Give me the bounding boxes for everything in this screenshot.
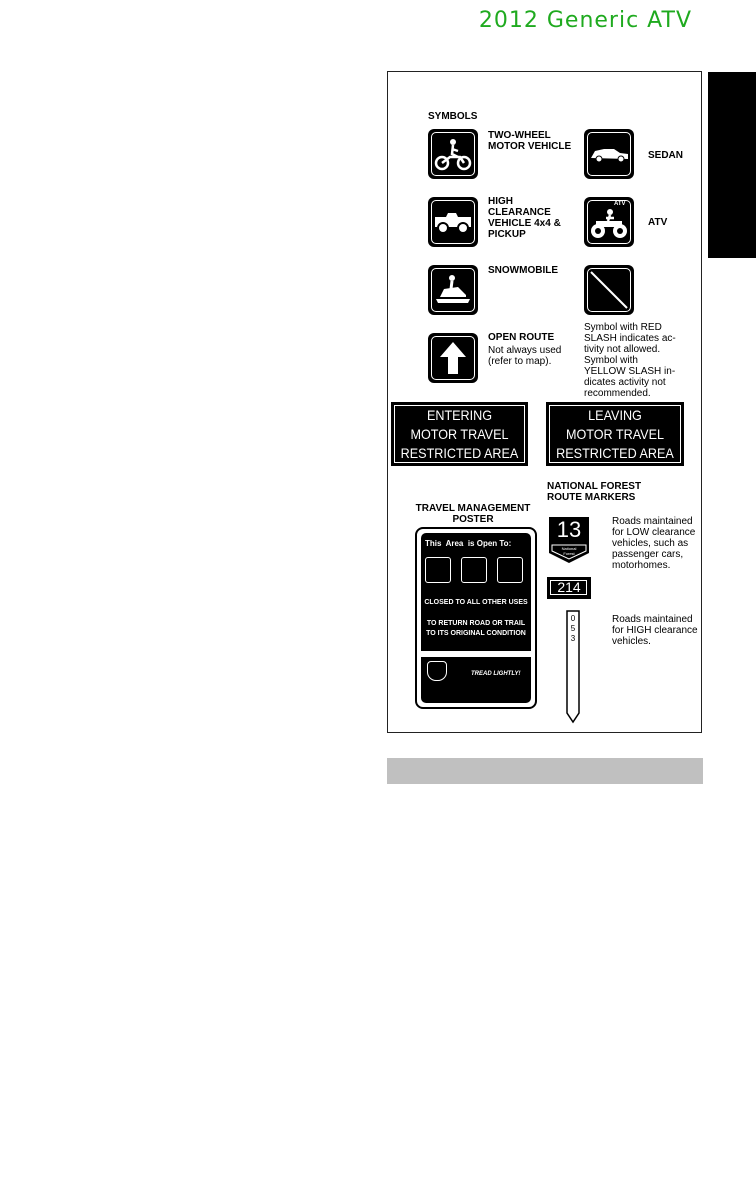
poster-heading: TRAVEL MANAGEMENT POSTER xyxy=(415,503,531,525)
symbols-heading: SYMBOLS xyxy=(428,111,478,122)
route-marker-214 xyxy=(547,577,591,599)
tread-lightly-logo: TREAD LIGHTLY! xyxy=(471,671,521,677)
marker-214-number: 214 xyxy=(557,579,581,595)
page-header-title: 2012 Generic ATV xyxy=(478,8,692,33)
two-wheel-label: TWO-WHEEL MOTOR VEHICLE xyxy=(488,130,572,152)
horse-icon xyxy=(425,557,451,583)
post-digit-2: 5 xyxy=(570,624,576,633)
marker-13-sub: National Forest xyxy=(561,546,577,556)
marker-13-number: 13 xyxy=(556,517,582,542)
hiker-icon xyxy=(461,557,487,583)
snowmobile-label: SNOWMOBILE xyxy=(488,265,558,276)
atv-sign-text: ATV xyxy=(614,201,626,207)
poster-open-to: This Area is Open To: xyxy=(425,539,512,548)
up-arrow-icon xyxy=(428,333,478,383)
two-wheel-sign xyxy=(428,129,478,179)
route-markers-heading: NATIONAL FOREST ROUTE MARKERS xyxy=(547,481,642,503)
leaving-restricted-sign xyxy=(546,402,684,466)
route-post-marker xyxy=(566,609,580,724)
trail-signs-figure xyxy=(387,71,702,733)
leaving-line-1: LEAVING xyxy=(588,407,642,423)
high-clearance-label: HIGH CLEARANCE VEHICLE 4x4 & PICKUP xyxy=(488,196,561,240)
snowmobile-small-icon xyxy=(497,557,523,583)
high-clearance-note: Roads maintained for HIGH clearance vehicles. xyxy=(612,614,698,647)
prohibited-slash-icon xyxy=(584,265,634,315)
open-route-title: OPEN ROUTE xyxy=(488,332,555,343)
snowmobile-sign xyxy=(428,265,478,315)
jeep-icon xyxy=(428,197,478,247)
low-clearance-note: Roads maintained for LOW clearance vehicles, such as passenger cars, motorhomes. xyxy=(612,516,696,571)
entering-line-2: MOTOR TRAVEL xyxy=(410,426,509,442)
open-route-note: Not always used (refer to map). xyxy=(488,345,562,367)
post-digit-3: 3 xyxy=(570,634,576,643)
travel-management-poster xyxy=(415,527,537,709)
entering-line-3: RESTRICTED AREA xyxy=(400,445,519,461)
route-marker-13 xyxy=(547,515,591,565)
entering-line-1: ENTERING xyxy=(426,407,493,423)
post-digit-1: 0 xyxy=(570,614,576,623)
high-clearance-sign xyxy=(428,197,478,247)
open-route-sign xyxy=(428,333,478,383)
atv-label: ATV xyxy=(648,217,668,228)
leaving-line-3: RESTRICTED AREA xyxy=(556,445,674,461)
atv-icon xyxy=(584,197,634,247)
sedan-sign xyxy=(584,129,634,179)
sedan-car-icon xyxy=(584,129,634,179)
figure-caption-bar xyxy=(387,758,703,784)
poster-closed-text: CLOSED TO ALL OTHER USES xyxy=(424,599,528,606)
sedan-label: SEDAN xyxy=(648,150,684,161)
slash-sign xyxy=(584,265,634,315)
chapter-tab xyxy=(708,72,756,258)
forest-service-shield-icon xyxy=(427,661,447,681)
entering-restricted-sign xyxy=(391,402,528,466)
atv-sign xyxy=(584,197,634,247)
leaving-line-2: MOTOR TRAVEL xyxy=(565,426,665,442)
poster-return-text: TO RETURN ROAD OR TRAIL TO ITS ORIGINAL CONDITION xyxy=(426,620,526,637)
slash-note: Symbol with RED SLASH indicates ac- tivity not allowed. Symbol with YELLOW SLASH in- dicates activity not recommended. xyxy=(584,322,676,399)
motorcycle-icon xyxy=(428,129,478,179)
snowmobile-icon xyxy=(428,265,478,315)
